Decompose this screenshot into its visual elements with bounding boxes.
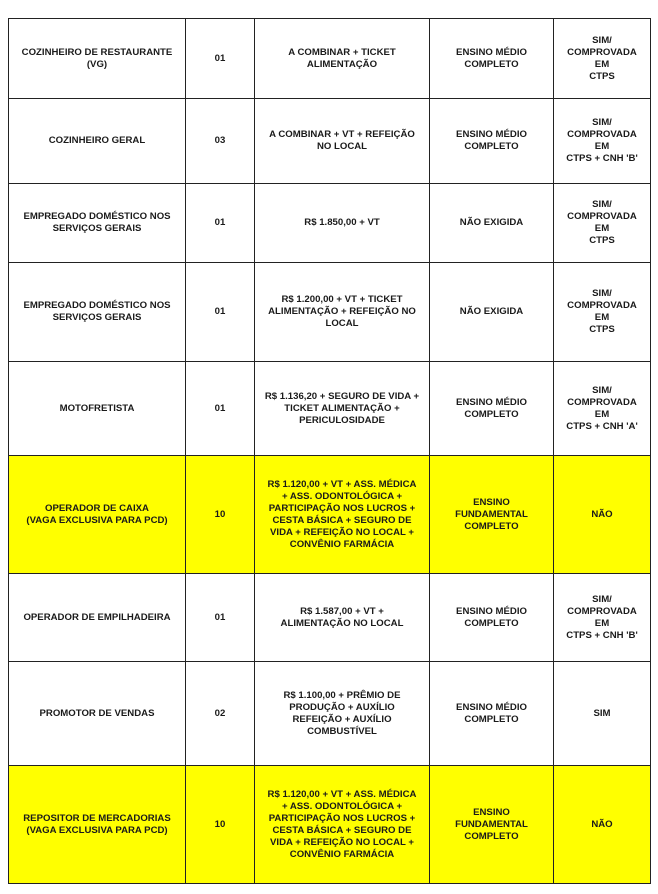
job-title-cell: COZINHEIRO GERAL <box>9 99 186 184</box>
experience-cell: SIM/ COMPROVADA EM CTPS <box>554 184 651 263</box>
education-cell: NÃO EXIGIDA <box>430 184 554 263</box>
job-title-cell: EMPREGADO DOMÉSTICO NOS SERVIÇOS GERAIS <box>9 184 186 263</box>
education-cell: ENSINO MÉDIO COMPLETO <box>430 574 554 662</box>
education-cell: ENSINO FUNDAMENTAL COMPLETO <box>430 766 554 884</box>
education-cell: ENSINO MÉDIO COMPLETO <box>430 19 554 99</box>
experience-cell: SIM/ COMPROVADA EM CTPS <box>554 263 651 362</box>
education-cell: ENSINO MÉDIO COMPLETO <box>430 362 554 456</box>
job-title-cell: OPERADOR DE CAIXA (VAGA EXCLUSIVA PARA PCD) <box>9 456 186 574</box>
job-title-cell: REPOSITOR DE MERCADORIAS (VAGA EXCLUSIVA PARA PCD) <box>9 766 186 884</box>
job-openings-table <box>8 18 651 884</box>
education-cell: ENSINO MÉDIO COMPLETO <box>430 99 554 184</box>
table-row <box>9 456 651 574</box>
experience-cell: SIM/ COMPROVADA EM CTPS <box>554 19 651 99</box>
job-title-cell: MOTOFRETISTA <box>9 362 186 456</box>
salary-benefits-cell: R$ 1.200,00 + VT + TICKET ALIMENTAÇÃO + REFEIÇÃO NO LOCAL <box>255 263 430 362</box>
experience-cell: SIM/ COMPROVADA EM CTPS + CNH 'B' <box>554 99 651 184</box>
vacancies-cell: 10 <box>186 456 255 574</box>
table-row <box>9 99 651 184</box>
job-title-cell: COZINHEIRO DE RESTAURANTE (VG) <box>9 19 186 99</box>
table-row <box>9 574 651 662</box>
experience-cell: SIM/ COMPROVADA EM CTPS + CNH 'A' <box>554 362 651 456</box>
table-row <box>9 362 651 456</box>
table-row <box>9 766 651 884</box>
education-cell: ENSINO MÉDIO COMPLETO <box>430 662 554 766</box>
table-row <box>9 19 651 99</box>
experience-cell: SIM <box>554 662 651 766</box>
vacancies-cell: 02 <box>186 662 255 766</box>
vacancies-cell: 01 <box>186 362 255 456</box>
table-row <box>9 662 651 766</box>
job-title-cell: EMPREGADO DOMÉSTICO NOS SERVIÇOS GERAIS <box>9 263 186 362</box>
salary-benefits-cell: A COMBINAR + TICKET ALIMENTAÇÃO <box>255 19 430 99</box>
education-cell: ENSINO FUNDAMENTAL COMPLETO <box>430 456 554 574</box>
salary-benefits-cell: R$ 1.120,00 + VT + ASS. MÉDICA + ASS. ODONTOLÓGICA + PARTICIPAÇÃO NOS LUCROS + CESTA BÁSICA + SEGURO DE VIDA + REFEIÇÃO NO LOCAL + CONVÊNIO FARMÁCIA <box>255 766 430 884</box>
vacancies-cell: 01 <box>186 184 255 263</box>
job-title-cell: PROMOTOR DE VENDAS <box>9 662 186 766</box>
salary-benefits-cell: R$ 1.136,20 + SEGURO DE VIDA + TICKET ALIMENTAÇÃO + PERICULOSIDADE <box>255 362 430 456</box>
salary-benefits-cell: A COMBINAR + VT + REFEIÇÃO NO LOCAL <box>255 99 430 184</box>
experience-cell: NÃO <box>554 456 651 574</box>
table-row <box>9 184 651 263</box>
salary-benefits-cell: R$ 1.850,00 + VT <box>255 184 430 263</box>
vacancies-cell: 03 <box>186 99 255 184</box>
vacancies-cell: 01 <box>186 263 255 362</box>
vacancies-cell: 10 <box>186 766 255 884</box>
experience-cell: NÃO <box>554 766 651 884</box>
salary-benefits-cell: R$ 1.100,00 + PRÊMIO DE PRODUÇÃO + AUXÍLIO REFEIÇÃO + AUXÍLIO COMBUSTÍVEL <box>255 662 430 766</box>
job-title-cell: OPERADOR DE EMPILHADEIRA <box>9 574 186 662</box>
salary-benefits-cell: R$ 1.120,00 + VT + ASS. MÉDICA + ASS. ODONTOLÓGICA + PARTICIPAÇÃO NOS LUCROS + CESTA BÁSICA + SEGURO DE VIDA + REFEIÇÃO NO LOCAL + CONVÊNIO FARMÁCIA <box>255 456 430 574</box>
vacancies-cell: 01 <box>186 574 255 662</box>
table-row <box>9 263 651 362</box>
salary-benefits-cell: R$ 1.587,00 + VT + ALIMENTAÇÃO NO LOCAL <box>255 574 430 662</box>
education-cell: NÃO EXIGIDA <box>430 263 554 362</box>
experience-cell: SIM/ COMPROVADA EM CTPS + CNH 'B' <box>554 574 651 662</box>
vacancies-cell: 01 <box>186 19 255 99</box>
